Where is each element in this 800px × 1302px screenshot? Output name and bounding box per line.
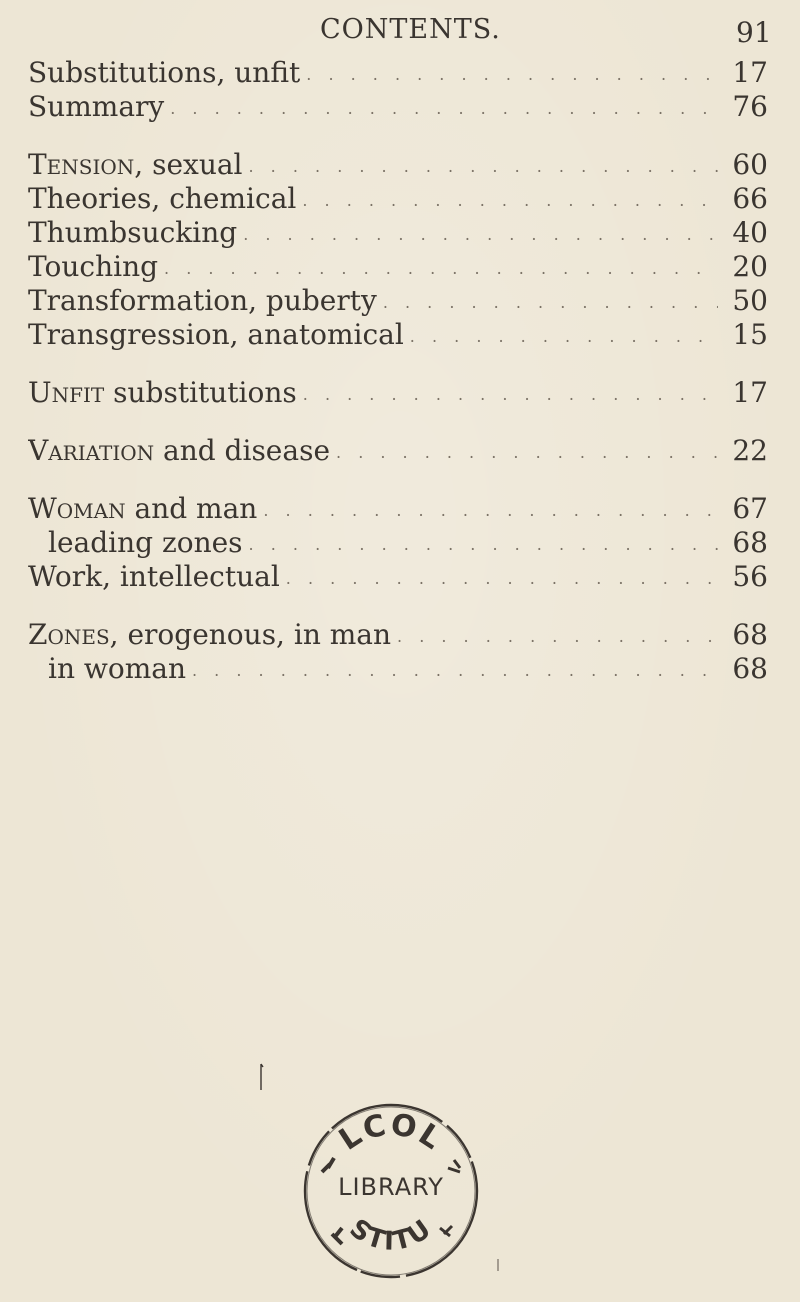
index-term: Touching <box>28 250 159 283</box>
index-term-rest: and man <box>125 492 258 525</box>
index-entry <box>28 526 768 560</box>
index-page-ref: 66 <box>732 182 768 215</box>
dot-leader <box>302 184 718 216</box>
index-term: in woman <box>48 652 186 685</box>
dot-leader <box>306 58 718 90</box>
index-entry <box>28 148 768 182</box>
index-term <box>28 376 297 410</box>
stamp-ring-bottom: STITU <box>343 1213 439 1258</box>
index-page-ref: 68 <box>732 526 768 559</box>
dot-leader <box>249 528 718 560</box>
index-term <box>28 148 243 182</box>
index-page-ref: 68 <box>732 652 768 685</box>
index-entry <box>28 250 768 284</box>
index-entry <box>28 182 768 216</box>
dot-leader <box>249 150 719 182</box>
index-page-ref: 76 <box>732 90 768 123</box>
page-number: 91 <box>736 16 772 49</box>
running-title: CONTENTS. <box>320 14 501 45</box>
index-term-lead: Unfit <box>28 376 105 409</box>
stamp-ring-top: LCOL <box>333 1107 449 1158</box>
index-page-ref: 40 <box>732 216 768 249</box>
index-term: Theories, chemical <box>28 182 297 215</box>
index-term-lead: Woman <box>28 492 126 525</box>
index-page-ref: 67 <box>732 492 768 525</box>
stamp-label: LIBRARY <box>338 1173 444 1201</box>
dot-leader <box>170 92 718 124</box>
dot-leader <box>164 252 718 284</box>
index-term <box>28 618 391 652</box>
index-page-ref: 20 <box>732 250 768 283</box>
index-entry <box>28 434 768 468</box>
dot-leader <box>263 494 718 526</box>
index-entry <box>28 318 768 352</box>
dot-leader <box>192 654 718 686</box>
index-term: Work, intellectual <box>28 560 280 593</box>
index-group <box>28 492 768 594</box>
dot-leader <box>243 218 718 250</box>
index-term: Substitutions, unfit <box>28 56 301 89</box>
index-entry <box>28 652 768 686</box>
dot-leader <box>397 620 718 652</box>
index-term-lead: Tension <box>28 148 135 181</box>
index-term-rest: and disease <box>154 434 331 467</box>
index-entry <box>28 216 768 250</box>
index-page-ref: 17 <box>732 56 768 89</box>
index-page-ref: 17 <box>732 376 768 409</box>
index-entry <box>28 284 768 318</box>
dot-leader <box>286 562 718 594</box>
index-page-ref: 50 <box>732 284 768 317</box>
index-list <box>28 56 768 710</box>
dot-leader <box>383 286 718 318</box>
index-entry <box>28 618 768 652</box>
index-term-rest: , erogenous, in man <box>109 618 392 651</box>
svg-text:STITU <box>344 1213 438 1257</box>
index-term: Summary <box>28 90 165 123</box>
pencil-tick-mark <box>258 1062 264 1092</box>
dot-leader <box>303 378 718 410</box>
index-term-lead: Variation <box>28 434 155 467</box>
index-entry <box>28 492 768 526</box>
running-head <box>0 14 800 54</box>
index-term: Transformation, puberty <box>28 284 377 317</box>
pencil-mark <box>496 1258 500 1272</box>
index-group <box>28 56 768 124</box>
index-term: leading zones <box>48 526 243 559</box>
index-page-ref: 68 <box>732 618 768 651</box>
index-group <box>28 148 768 352</box>
index-page-ref: 15 <box>732 318 768 351</box>
index-term: Transgression, anatomical <box>28 318 404 351</box>
index-term-lead: Zones <box>28 618 110 651</box>
index-page-ref: 60 <box>732 148 768 181</box>
dot-leader <box>410 320 718 352</box>
index-group <box>28 618 768 686</box>
index-entry <box>28 376 768 410</box>
index-term <box>28 492 257 526</box>
index-entry <box>28 56 768 90</box>
index-group <box>28 376 768 410</box>
index-term-rest: substitutions <box>104 376 297 409</box>
index-page-ref: 56 <box>732 560 768 593</box>
index-entry <box>28 560 768 594</box>
index-term: Thumbsucking <box>28 216 238 249</box>
index-entry <box>28 90 768 124</box>
index-page-ref: 22 <box>732 434 768 467</box>
index-term-rest: , sexual <box>134 148 243 181</box>
dot-leader <box>336 436 718 468</box>
index-term <box>28 434 330 468</box>
index-group <box>28 434 768 468</box>
library-stamp <box>298 1098 484 1284</box>
